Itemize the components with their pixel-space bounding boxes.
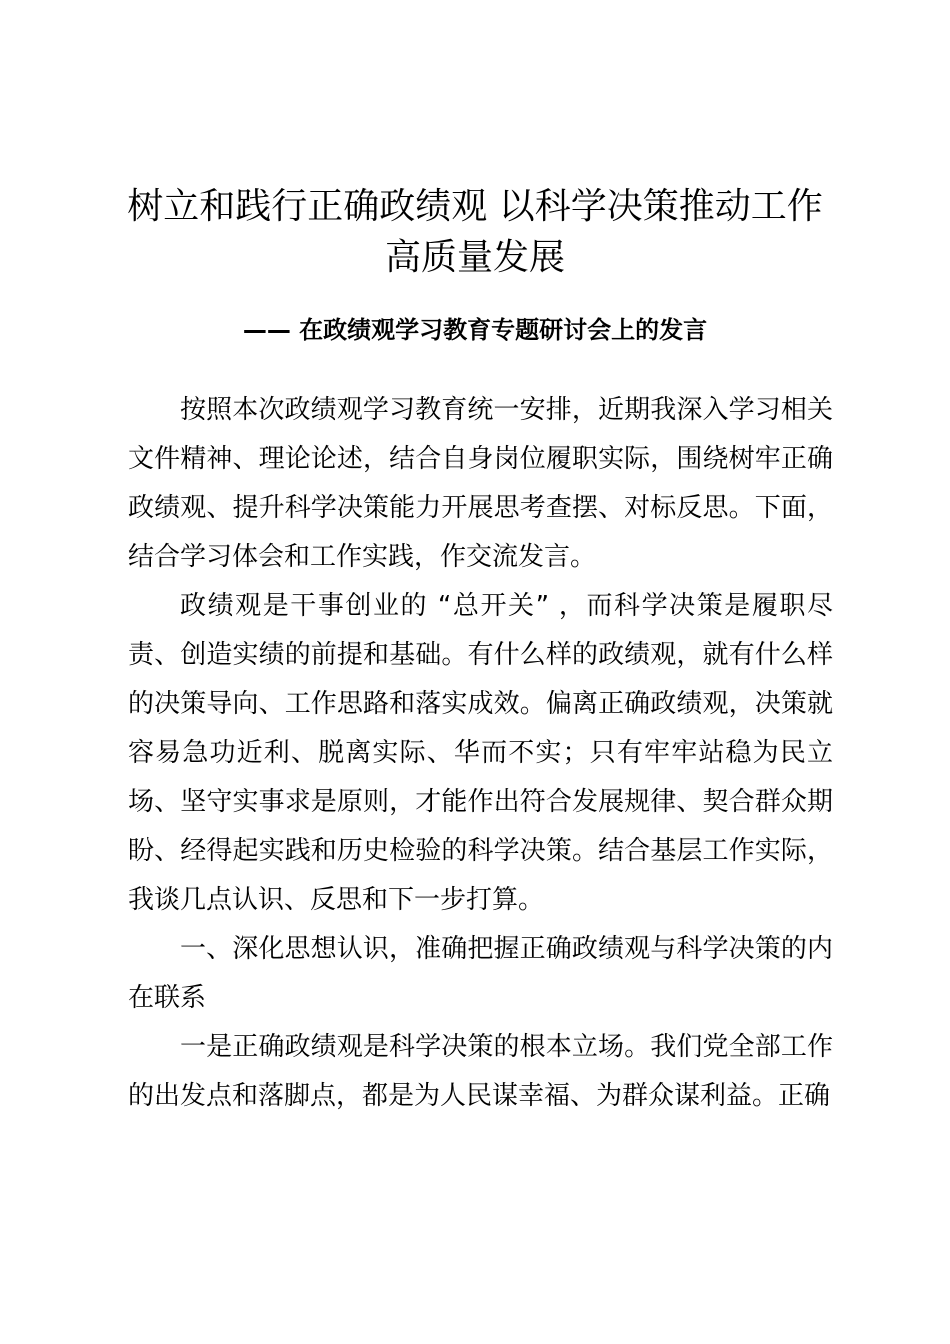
paragraph-overview: 政绩观是干事创业的 “总开关” ，而科学决策是履职尽责、创造实绩的前提和基础。有什么样的政绩观，就有什么样的决策导向、工作思路和落实成效。偏离正确政绩观，决策就容易急功近利、脱离实际、华而不实；只有牢牢站稳为民立场、坚守实事求是原则，才能作出符合发展规律、契合群众期盼、经得起实践和历史检验的科学决策。结合基层工作实际，我谈几点认识、反思和下一步打算。 — [128, 591, 833, 915]
paragraph-intro: 按照本次政绩观学习教育统一安排，近期我深入学习相关文件精神、理论论述，结合自身岗位履职实际，围绕树牢正确政绩观、提升科学决策能力开展思考查摆、对标反思。下面，结合学习体会和工作实践，作交流发言。 — [128, 395, 833, 572]
document-title-line-2: 高质量发展 — [384, 237, 565, 278]
document-body — [128, 386, 833, 1121]
document-title-line-1: 树立和践行正确政绩观 以科学决策推动工作 — [127, 186, 823, 227]
paragraph-point-1: 一是正确政绩观是科学决策的根本立场。我们党全部工作的出发点和落脚点，都是为人民谋幸福、为群众谋利益。正确 — [128, 1032, 833, 1111]
document-subtitle: —— 在政绩观学习教育专题研讨会上的发言 — [242, 316, 708, 344]
section-heading-1: 一、深化思想认识，准确把握正确政绩观与科学决策的内在联系 — [128, 934, 833, 1013]
